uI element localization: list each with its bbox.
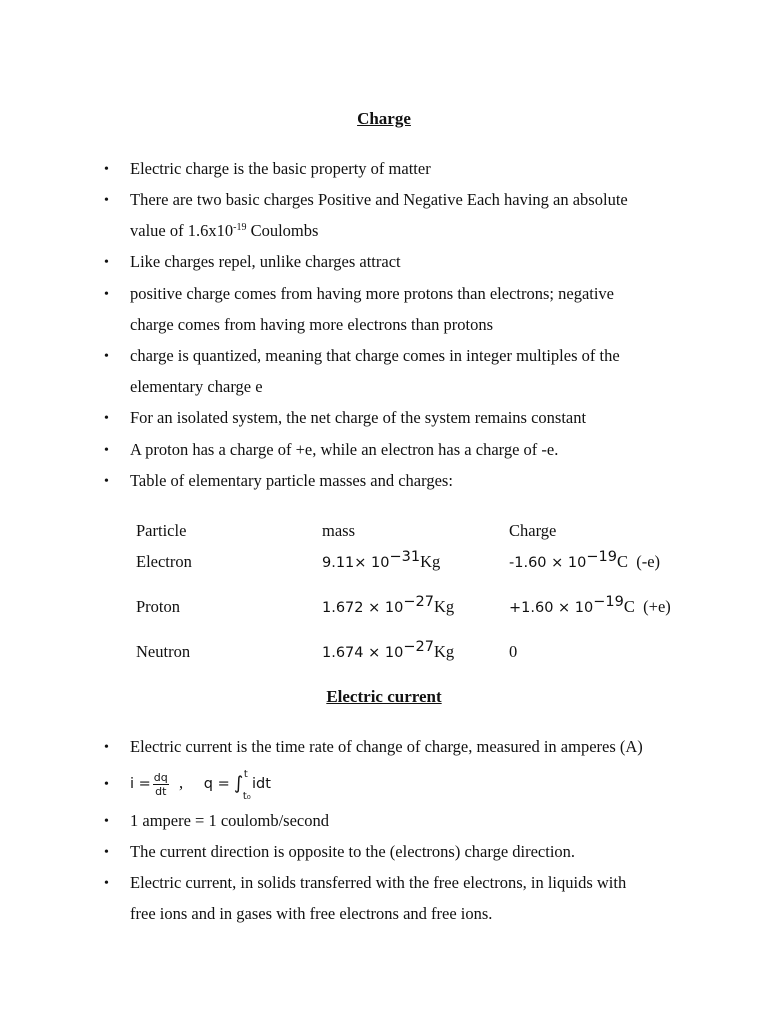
integral-upper-limit: t bbox=[243, 769, 248, 781]
table-header-particle: Particle bbox=[136, 521, 187, 540]
charge-bullet-4-line-2: charge comes from having more electrons than protons bbox=[130, 315, 494, 334]
bullet-icon: • bbox=[104, 443, 109, 458]
integral-sign: ∫ bbox=[233, 773, 244, 795]
current-bullet-5-line-1: Electric current, in solids transferred with the free electrons, in liquids with bbox=[130, 873, 627, 892]
charge-bullet-2-line-1: There are two basic charges Positive and Negative Each having an absolute bbox=[130, 190, 628, 209]
mass-coefficient: 1.674 × 10 bbox=[322, 645, 404, 661]
charge-lhs: q = bbox=[203, 776, 230, 792]
mass-coefficient: 1.672 × 10 bbox=[322, 600, 404, 616]
mass-unit: Kg bbox=[433, 597, 455, 616]
table-header-mass: mass bbox=[322, 521, 355, 540]
formula-separator: , bbox=[179, 773, 184, 792]
charge-unit: C bbox=[623, 597, 635, 616]
mass-exponent: −27 bbox=[403, 639, 434, 655]
integral-symbol bbox=[233, 767, 251, 803]
charge-bullet-4-line-1: positive charge comes from having more protons than electrons; negative bbox=[130, 284, 615, 303]
bullet-icon: • bbox=[104, 287, 109, 302]
bullet-icon: • bbox=[104, 777, 109, 792]
charge-note: (+e) bbox=[643, 597, 671, 616]
bullet-icon: • bbox=[104, 845, 109, 860]
table-cell-mass bbox=[322, 549, 441, 573]
charge-bullet-5-line-1: charge is quantized, meaning that charge comes in integer multiples of the bbox=[130, 346, 620, 365]
fraction-denominator: dt bbox=[155, 784, 167, 798]
mass-unit: Kg bbox=[420, 552, 441, 571]
charge-coefficient: -1.60 × 10 bbox=[509, 555, 587, 571]
table-cell-particle: Electron bbox=[136, 552, 192, 571]
table-cell-particle: Proton bbox=[136, 597, 181, 616]
charge-exponent: -19 bbox=[233, 222, 247, 233]
charge-value-text: value of 1.6x10 bbox=[130, 221, 234, 240]
charge-bullet-3: Like charges repel, unlike charges attract bbox=[130, 252, 401, 271]
current-bullet-1: Electric current is the time rate of change of charge, measured in amperes (A) bbox=[130, 737, 643, 756]
current-lhs: i = bbox=[130, 776, 151, 792]
current-bullet-4: The current direction is opposite to the (electrons) charge direction. bbox=[130, 842, 576, 861]
mass-exponent: −31 bbox=[389, 549, 421, 565]
table-cell-charge bbox=[509, 549, 661, 573]
charge-heading: Charge bbox=[357, 109, 411, 128]
charge-coefficient: +1.60 × 10 bbox=[509, 600, 594, 616]
bullet-icon: • bbox=[104, 876, 109, 891]
table-cell-particle: Neutron bbox=[136, 642, 191, 661]
mass-coefficient: 9.11× 10 bbox=[322, 555, 390, 571]
charge-bullet-1: Electric charge is the basic property of matter bbox=[130, 159, 431, 178]
fraction-numerator: dq bbox=[153, 770, 168, 784]
charge-unit-text: Coulombs bbox=[246, 221, 319, 240]
integral-lower-limit: t₀ bbox=[242, 791, 251, 803]
bullet-icon: • bbox=[104, 255, 109, 270]
table-header-charge: Charge bbox=[509, 521, 557, 540]
bullet-icon: • bbox=[104, 411, 109, 426]
table-cell-mass bbox=[322, 639, 455, 663]
charge-note: (-e) bbox=[636, 552, 661, 571]
current-bullet-3: 1 ampere = 1 coulomb/second bbox=[130, 811, 329, 830]
electric-current-heading: Electric current bbox=[326, 687, 442, 706]
charge-bullet-6: For an isolated system, the net charge of the system remains constant bbox=[130, 408, 587, 427]
charge-bullet-5-line-2: elementary charge e bbox=[130, 377, 263, 396]
table-cell-charge bbox=[509, 594, 671, 618]
charge-exponent: −19 bbox=[593, 594, 624, 610]
table-cell-charge: 0 bbox=[509, 642, 518, 661]
bullet-icon: • bbox=[104, 474, 109, 489]
mass-unit: Kg bbox=[433, 642, 455, 661]
table-cell-mass bbox=[322, 594, 455, 618]
bullet-icon: • bbox=[104, 162, 109, 177]
bullet-icon: • bbox=[104, 349, 109, 364]
current-formula bbox=[130, 766, 271, 801]
charge-exponent: −19 bbox=[586, 549, 617, 565]
integrand: idt bbox=[251, 776, 271, 792]
bullet-icon: • bbox=[104, 193, 109, 208]
mass-exponent: −27 bbox=[403, 594, 434, 610]
bullet-icon: • bbox=[104, 814, 109, 829]
bullet-icon: • bbox=[104, 740, 109, 755]
charge-unit: C bbox=[616, 552, 628, 571]
charge-bullet-7: A proton has a charge of +e, while an electron has a charge of -e. bbox=[130, 440, 559, 459]
current-bullet-5-line-2: free ions and in gases with free electrons and free ions. bbox=[130, 904, 493, 923]
charge-bullet-2-line-2 bbox=[130, 221, 318, 241]
charge-bullet-8: Table of elementary particle masses and charges: bbox=[130, 471, 453, 490]
dq-dt-fraction bbox=[153, 772, 169, 797]
